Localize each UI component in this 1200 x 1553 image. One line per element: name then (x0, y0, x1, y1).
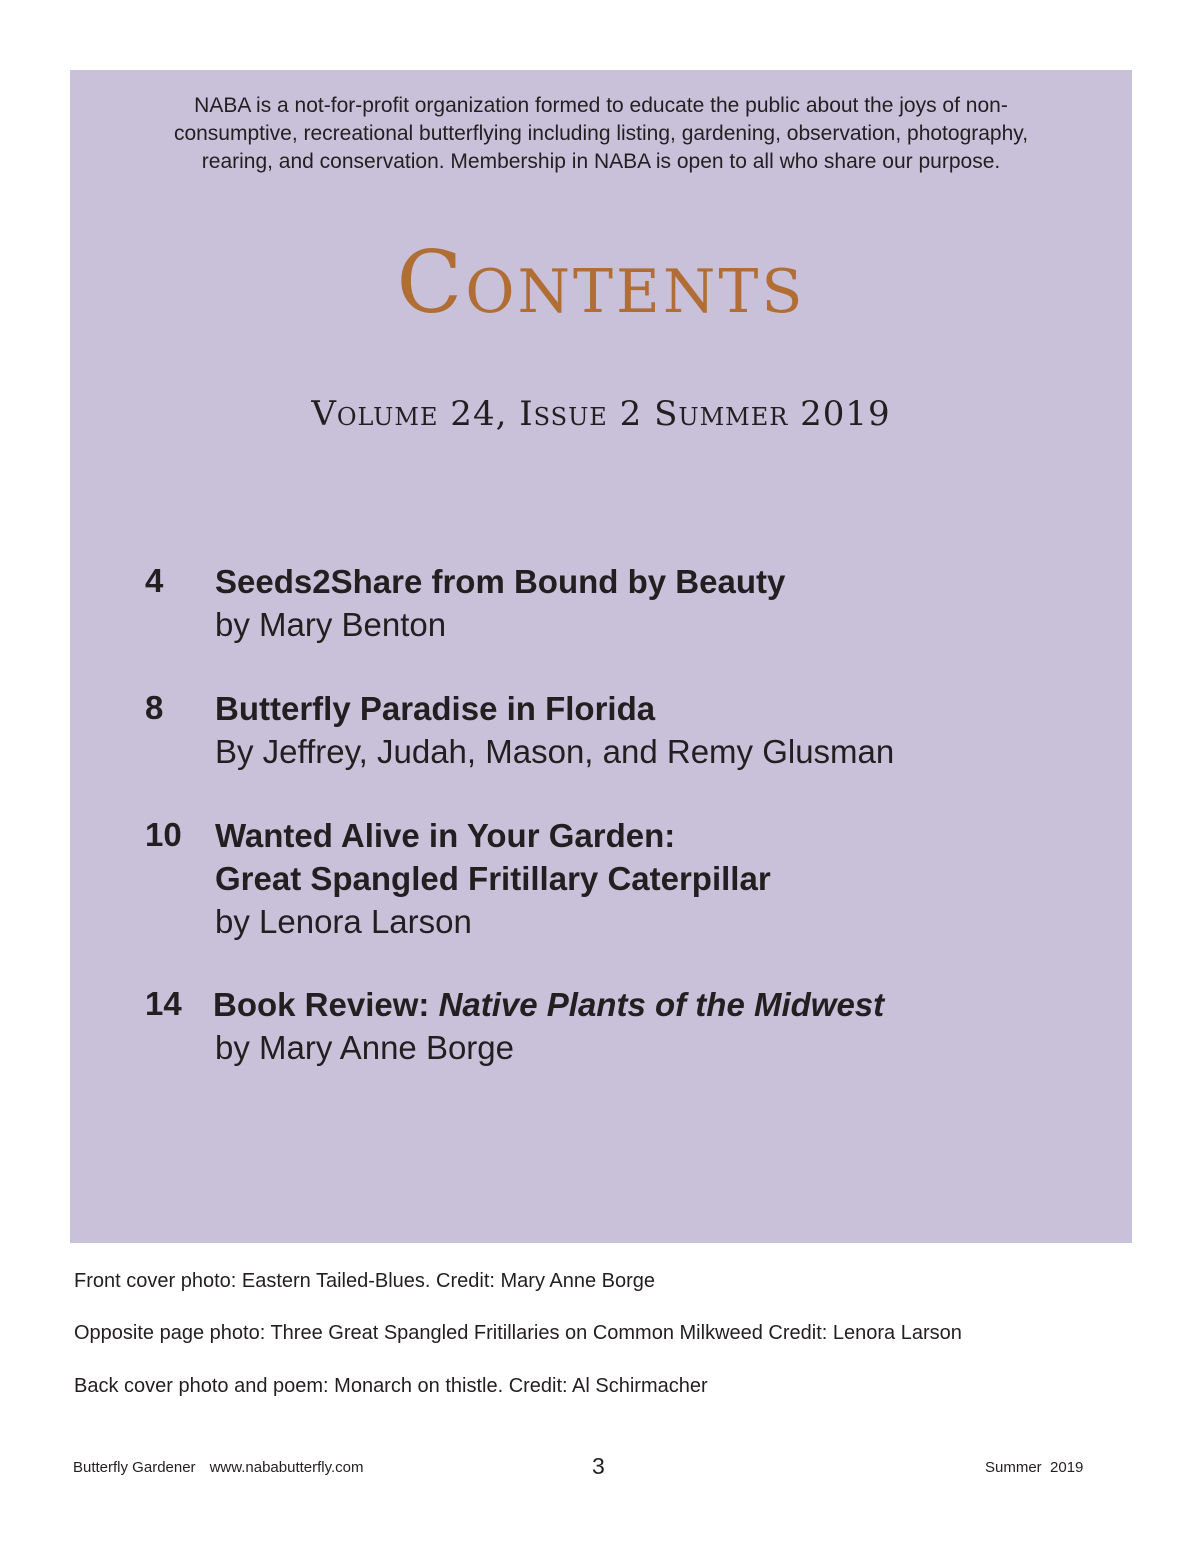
naba-mission-statement (70, 92, 1132, 176)
mission-line: consumptive, recreational butterflying including listing, gardening, observation, photography, (173, 122, 1029, 145)
contents-panel (70, 70, 1132, 1243)
page-number: 3 (592, 1453, 605, 1479)
toc-book-title: Native Plants of the Midwest (438, 986, 885, 1023)
toc-article-title (213, 983, 1093, 1026)
back-cover-credit: Back cover photo and poem: Monarch on thistle. Credit: Al Schirmacher (74, 1375, 708, 1397)
toc-page-number: 10 (145, 816, 182, 853)
website-link[interactable]: www.nababutterfly.com (209, 1459, 364, 1476)
toc-article-author: by Mary Anne Borge (215, 1029, 514, 1066)
footer-publication (73, 1458, 364, 1478)
publication-name: Butterfly Gardener (73, 1459, 196, 1476)
toc-page-number: 4 (145, 562, 164, 599)
contents-heading: Contents (396, 233, 806, 333)
opposite-page-credit: Opposite page photo: Three Great Spangled Fritillaries on Common Milkweed Credit: Lenora Larson (74, 1322, 962, 1344)
toc-title-prefix: Book Review: (213, 986, 439, 1023)
front-cover-credit: Front cover photo: Eastern Tailed-Blues. Credit: Mary Anne Borge (74, 1270, 656, 1292)
footer-issue: Summer 2019 (985, 1459, 1084, 1476)
toc-page-number: 8 (145, 689, 164, 726)
toc-page-number: 14 (145, 985, 182, 1022)
toc-article-title: Great Spangled Fritillary Caterpillar (215, 860, 771, 897)
mission-line: rearing, and conservation. Membership in NABA is open to all who share our purpose. (201, 150, 1001, 173)
toc-article-author: by Mary Benton (215, 606, 447, 643)
toc-article-title: Seeds2Share from Bound by Beauty (215, 563, 786, 600)
issue-info: Volume 24, Issue 2 Summer 2019 (311, 394, 891, 434)
toc-article-title: Wanted Alive in Your Garden: (215, 817, 676, 854)
mission-line: NABA is a not-for-profit organization formed to educate the public about the joys of non- (194, 94, 1008, 117)
toc-article-title: Butterfly Paradise in Florida (215, 690, 656, 727)
toc-article-author: by Lenora Larson (215, 903, 472, 940)
toc-article-author: By Jeffrey, Judah, Mason, and Remy Glusman (215, 733, 895, 770)
